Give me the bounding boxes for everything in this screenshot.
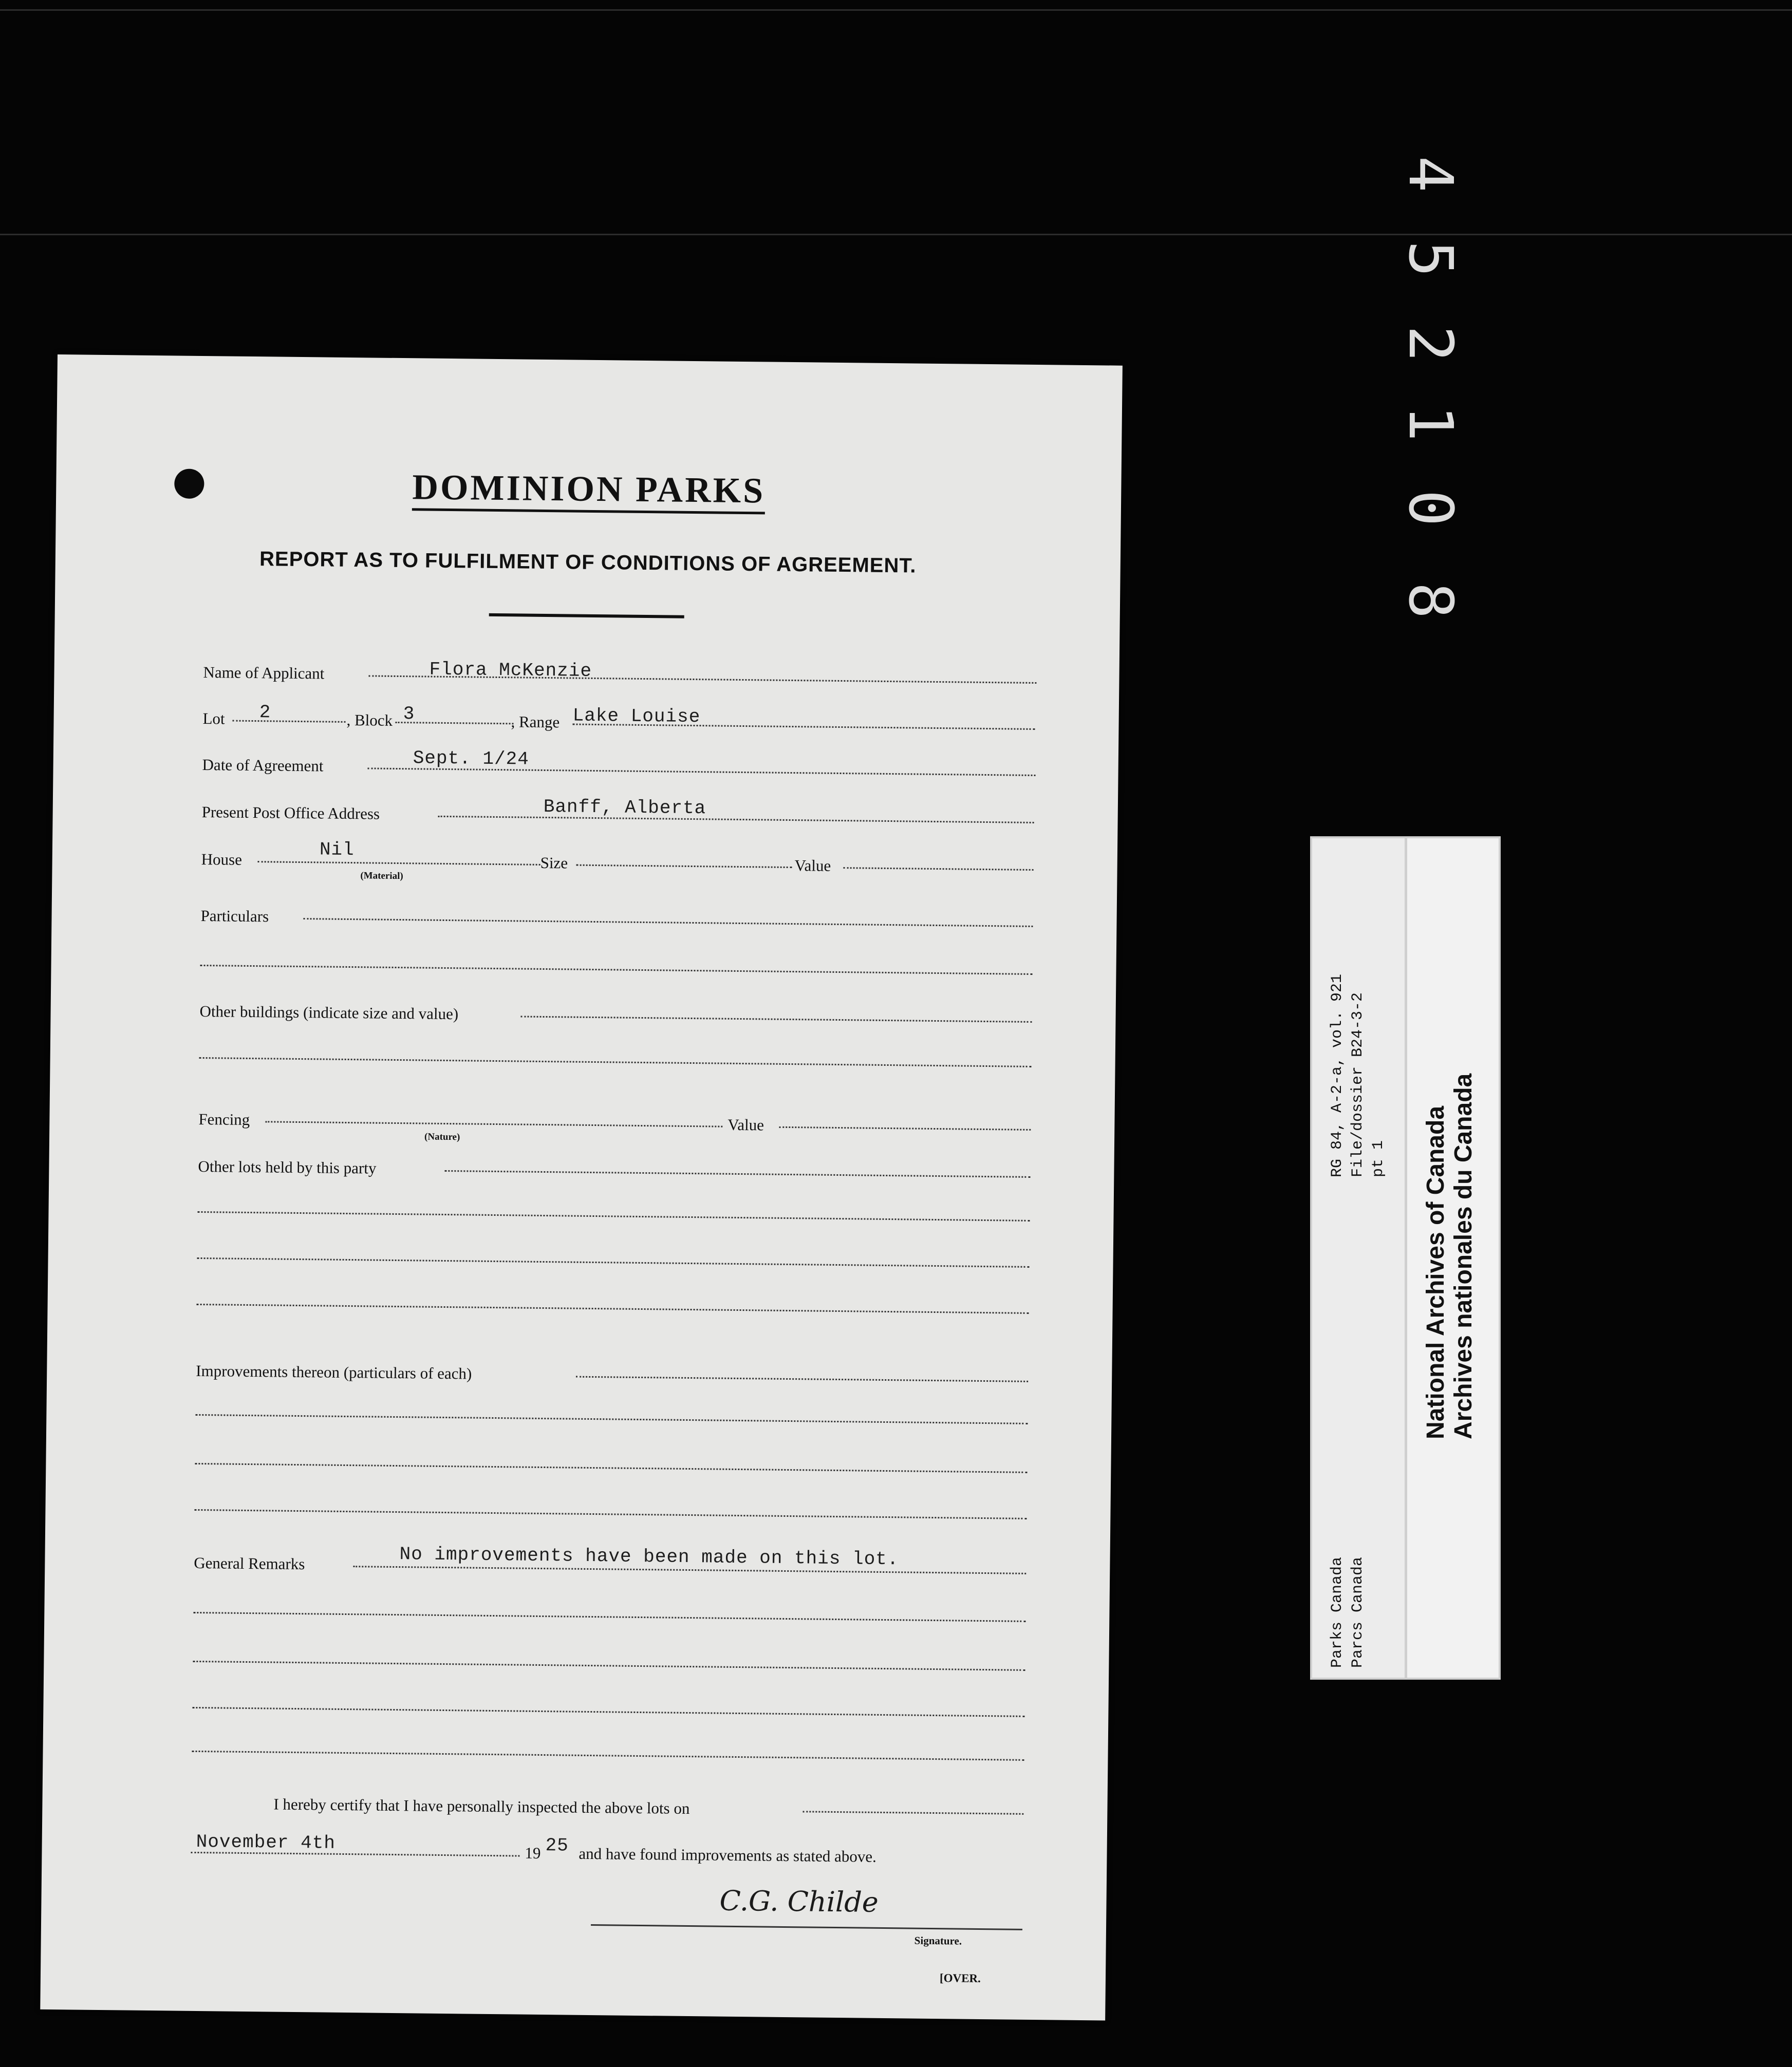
inspector-signature: C.G. Childe: [719, 1884, 879, 1919]
form-title-text: DOMINION PARKS: [412, 467, 765, 514]
national-archives-label: [1405, 836, 1501, 1680]
archives-name-fr: Archives nationales du Canada: [1450, 1073, 1477, 1439]
lot-label: Lot: [202, 709, 225, 728]
material-caption: (Material): [360, 870, 403, 882]
year-value: 25: [545, 1835, 569, 1856]
improvements-line-2: [195, 1414, 1028, 1424]
agency-en: Parks Canada: [1329, 1556, 1346, 1668]
other-lots-line-3: [197, 1257, 1030, 1268]
title-rule: [489, 613, 684, 618]
house-value-line: [844, 867, 1034, 871]
frame-digit: 5: [1395, 240, 1466, 277]
frame-digit: 0: [1395, 490, 1466, 527]
house-material-value: Nil: [319, 839, 354, 861]
improvements-line-3: [195, 1463, 1027, 1473]
agency-fr: Parcs Canada: [1349, 1556, 1367, 1668]
range-label: , Range: [511, 712, 560, 731]
nature-caption: (Nature): [424, 1131, 460, 1143]
post-office-address-label: Present Post Office Address: [201, 802, 380, 823]
year-prefix: 19: [525, 1844, 541, 1863]
lot-value: 2: [259, 702, 271, 723]
form-title: [56, 463, 1122, 516]
particulars-label: Particulars: [200, 906, 269, 926]
signature-label: Signature.: [914, 1934, 962, 1947]
frame-digit: 2: [1395, 325, 1466, 362]
microfilm-frame-number: [1387, 139, 1474, 688]
house-size-label: Size: [540, 853, 568, 872]
archives-name-en: National Archives of Canada: [1422, 1105, 1449, 1439]
frame-digit: 8: [1395, 582, 1466, 619]
general-remarks-line-2: [193, 1612, 1025, 1622]
house-label: House: [201, 850, 242, 869]
certification-text-2: and have found improvements as stated above.: [578, 1844, 877, 1866]
over-label: [OVER.: [939, 1971, 981, 1985]
improvements-line: [576, 1376, 1028, 1382]
fencing-nature-line: [265, 1121, 722, 1127]
particulars-line: [304, 918, 1033, 927]
other-buildings-line: [521, 1016, 1032, 1023]
general-remarks-line-4: [192, 1707, 1024, 1717]
lot-line: [233, 720, 346, 723]
other-buildings-label: Other buildings (indicate size and value): [199, 1002, 459, 1023]
particulars-line-2: [200, 965, 1033, 975]
other-lots-line-2: [198, 1211, 1030, 1222]
archive-ref-line1: RG 84, A-2-a, vol. 921: [1329, 973, 1346, 1177]
post-office-address-line: [438, 816, 1034, 823]
fencing-value-label: Value: [727, 1115, 764, 1134]
fencing-label: Fencing: [198, 1110, 250, 1129]
block-label: , Block: [346, 710, 393, 729]
frame-digit: 4: [1395, 156, 1466, 193]
applicant-name-value: Flora McKenzie: [429, 659, 592, 682]
house-value-label: Value: [794, 856, 831, 875]
fencing-value-line: [779, 1126, 1031, 1131]
applicant-name-label: Name of Applicant: [203, 663, 325, 683]
post-office-address-value: Banff, Alberta: [543, 796, 706, 819]
inspection-date-value: November 4th: [196, 1831, 336, 1854]
agreement-date-value: Sept. 1/24: [413, 747, 530, 770]
other-lots-line: [444, 1170, 1030, 1178]
report-form-sheet: [40, 354, 1123, 2021]
range-value: Lake Louise: [572, 705, 701, 728]
improvements-line-4: [194, 1509, 1026, 1519]
general-remarks-label: General Remarks: [194, 1553, 305, 1573]
film-edge-line: [0, 234, 1792, 235]
archive-ref-line2: File/dossier B24-3-2: [1349, 992, 1367, 1177]
general-remarks-line-5: [192, 1751, 1024, 1761]
house-size-line: [576, 865, 792, 868]
house-material-line: [258, 861, 540, 866]
agreement-date-label: Date of Agreement: [202, 755, 324, 775]
general-remarks-line-3: [193, 1661, 1025, 1671]
form-subtitle: REPORT AS TO FULFILMENT OF CONDITIONS OF AGREEMENT.: [259, 548, 917, 577]
signature-line: [591, 1924, 1022, 1930]
film-edge-top: [0, 9, 1792, 11]
other-lots-line-4: [197, 1304, 1029, 1314]
improvements-label: Improvements thereon (particulars of each): [196, 1361, 472, 1383]
certification-line: [802, 1811, 1023, 1815]
other-lots-label: Other lots held by this party: [198, 1157, 377, 1177]
general-remarks-value: No improvements have been made on this lot.: [399, 1544, 899, 1570]
certification-text: I hereby certify that I have personally inspected the above lots on: [273, 1795, 690, 1818]
frame-digit: 1: [1395, 405, 1466, 442]
archive-ref-line3: pt 1: [1370, 1140, 1387, 1177]
archive-reference-label: [1310, 836, 1407, 1680]
block-value: 3: [403, 703, 415, 725]
other-buildings-line-2: [199, 1057, 1032, 1067]
